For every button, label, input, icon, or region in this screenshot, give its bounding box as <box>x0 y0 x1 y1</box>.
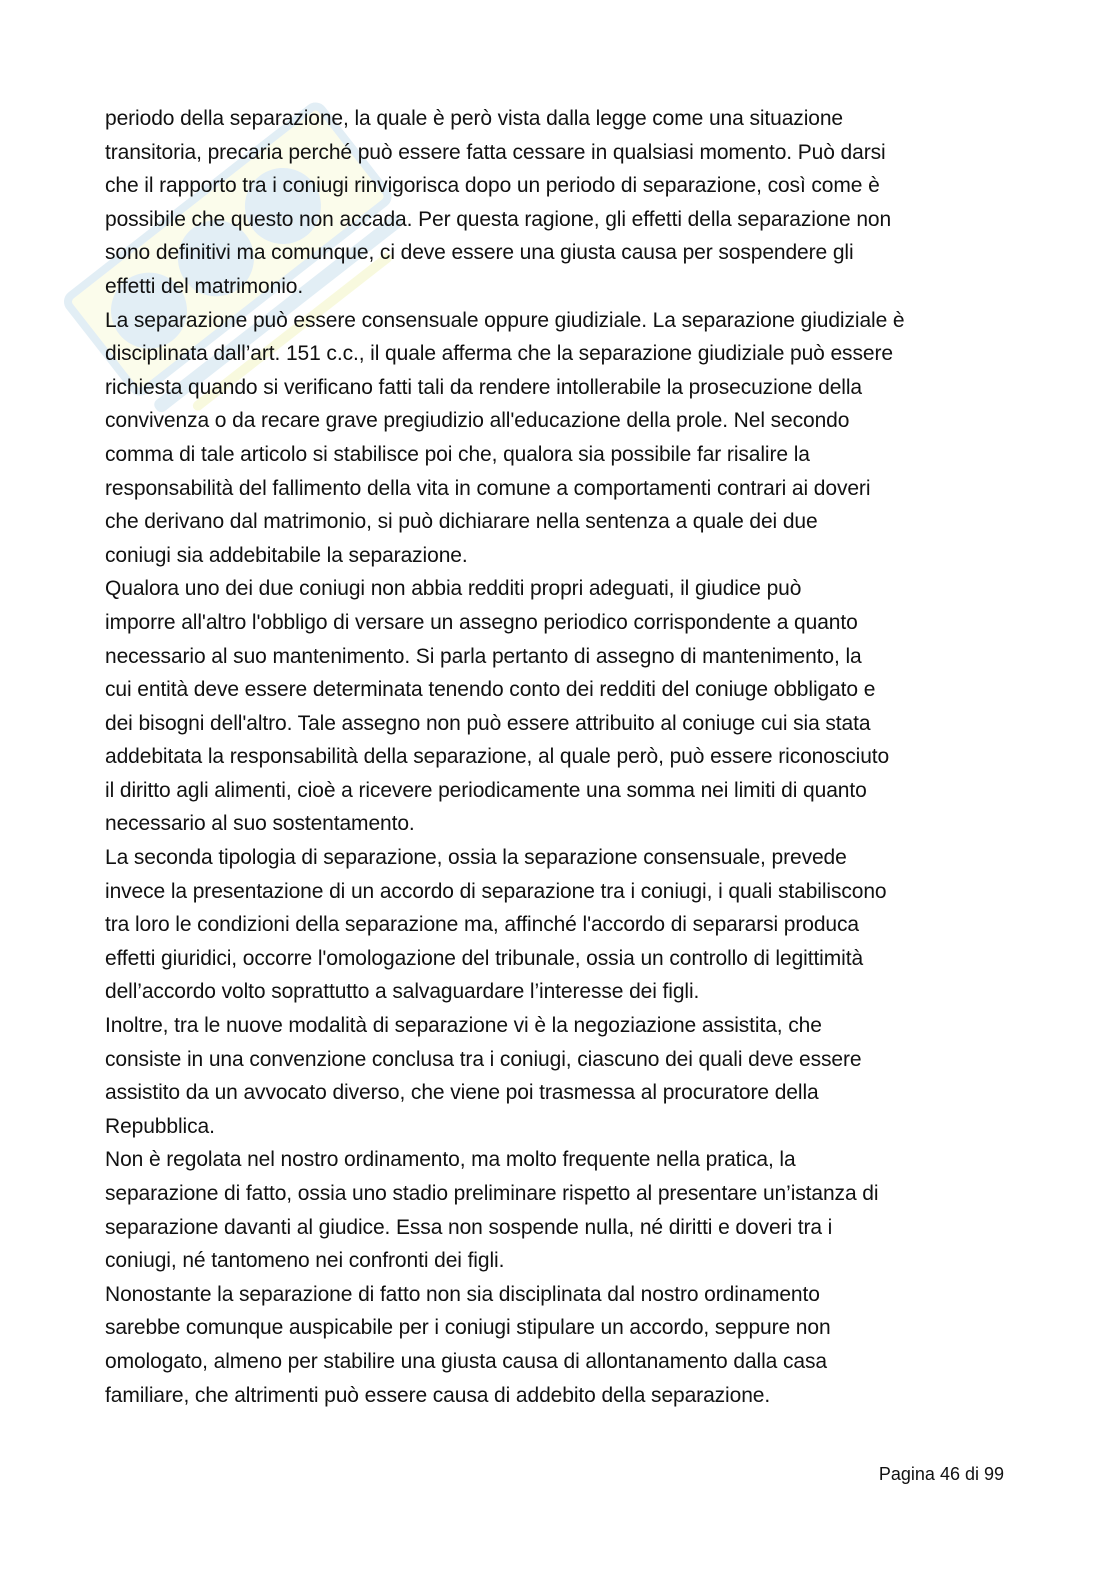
paragraph: La seconda tipologia di separazione, ossia la separazione consensuale, prevede invece la presentazione di un accordo di separazione tra i coniugi, i quali stabiliscono tra loro le condizioni della separazione ma, affinché l'accordo di separarsi produca effetti giuridici, occorre l'omologazione del tribunale, ossia un controllo di legittimità dell’accordo volto soprattutto a salvaguardare l’interesse dei figli. <box>105 846 887 1004</box>
paragraph: La separazione può essere consensuale oppure giudiziale. La separazione giudiziale è disciplinata dall’art. 151 c.c., il quale afferma che la separazione giudiziale può essere richiesta quando si verificano fatti tali da rendere intollerabile la prosecuzione della convivenza o da recare grave pregiudizio all'educazione della prole. Nel secondo comma di tale articolo si stabilisce poi che, qualora sia possibile far risalire la responsabilità del fallimento della vita in comune a comportamenti contrari ai doveri che derivano dal matrimonio, si può dichiarare nella sentenza a quale dei due coniugi sia addebitabile la separazione. <box>105 308 905 567</box>
document-body <box>105 102 1010 1412</box>
paragraph: Inoltre, tra le nuove modalità di separazione vi è la negoziazione assistita, che consiste in una convenzione conclusa tra i coniugi, ciascuno dei quali deve essere assistito da un avvocato diverso, che viene poi trasmessa al procuratore della Repubblica. <box>105 1014 862 1138</box>
paragraph: Qualora uno dei due coniugi non abbia redditi propri adeguati, il giudice può imporre all'altro l'obbligo di versare un assegno periodico corrispondente a quanto necessario al suo mantenimento. Si parla pertanto di assegno di mantenimento, la cui entità deve essere determinata tenendo conto dei redditi del coniuge obbligato e dei bisogni dell'altro. Tale assegno non può essere attribuito al coniuge cui sia stata addebitata la responsabilità della separazione, al quale però, può essere riconosciuto il diritto agli alimenti, cioè a ricevere periodicamente una somma nei limiti di quanto necessario al suo sostentamento. <box>105 577 890 836</box>
paragraph: Non è regolata nel nostro ordinamento, ma molto frequente nella pratica, la separazione di fatto, ossia uno stadio preliminare rispetto al presentare un’istanza di separazione davanti al giudice. Essa non sospende nulla, né diritti e doveri tra i coniugi, né tantomeno nei confronti dei figli. <box>105 1148 879 1273</box>
paragraph: Nonostante la separazione di fatto non sia disciplinata dal nostro ordinamento sarebbe comunque auspicabile per i coniugi stipulare un accordo, seppure non omologato, almeno per stabilire una giusta causa di allontanamento dalla casa familiare, che altrimenti può essere causa di addebito della separazione. <box>105 1282 831 1407</box>
page-number: Pagina 46 di 99 <box>878 1464 1004 1484</box>
paragraph: periodo della separazione, la quale è però vista dalla legge come una situazione transitoria, precaria perché può essere fatta cessare in qualsiasi momento. Può darsi che il rapporto tra i coniugi rinvigorisca dopo un periodo di separazione, così come è possibile che questo non accada. Per questa ragione, gli effetti della separazione non sono definitivi ma comunque, ci deve essere una giusta causa per sospendere gli effetti del matrimonio. <box>105 107 892 298</box>
